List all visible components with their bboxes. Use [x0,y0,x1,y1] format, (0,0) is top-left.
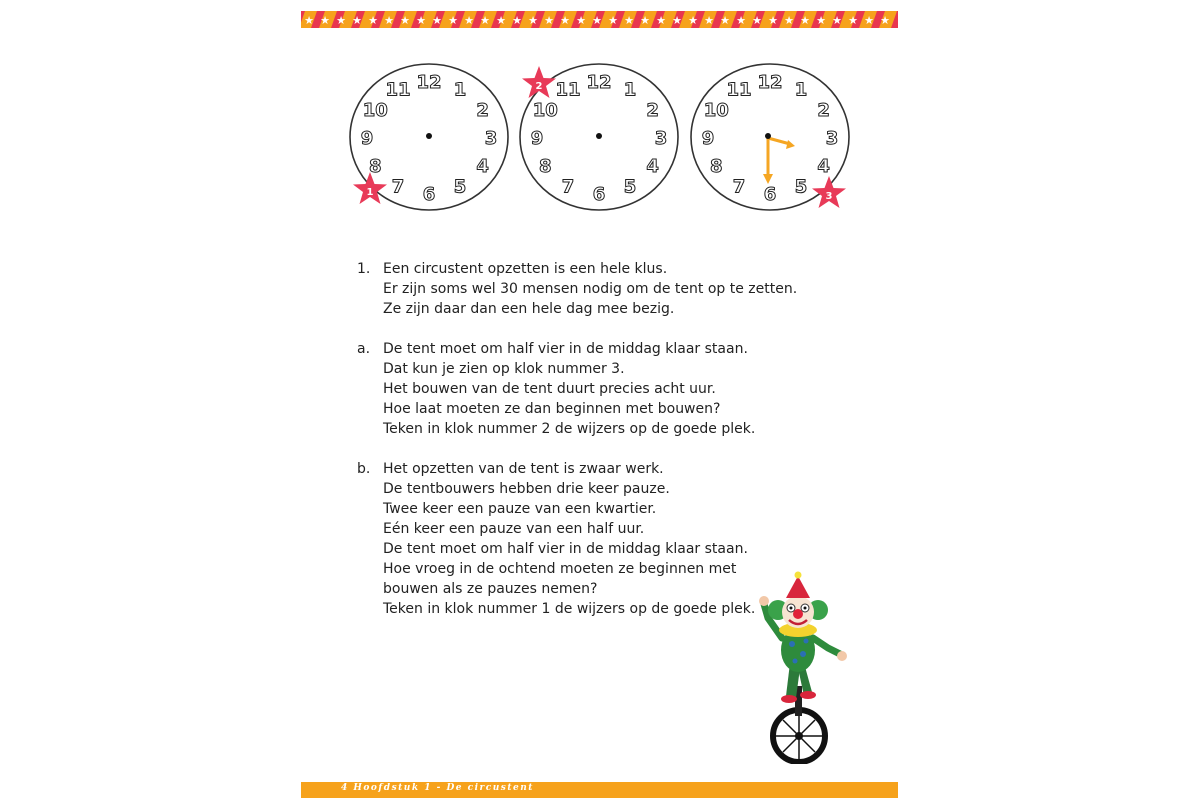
svg-text:★: ★ [448,14,458,27]
badge-number: 3 [825,191,833,202]
task-line: Teken in klok nummer 2 de wijzers op de goede plek. [383,421,756,437]
svg-text:★: ★ [800,14,810,27]
clock-numeral: 12 [586,72,612,93]
svg-text:★: ★ [736,14,746,27]
task-label: b. [357,461,371,477]
svg-text:★: ★ [320,14,330,27]
task-line: Een circustent opzetten is een hele klus. [383,261,668,277]
task-line: Er zijn soms wel 30 mensen nodig om de tent op te zetten. [383,281,798,297]
task-line: De tent moet om half vier in de middag klaar staan. [383,541,748,557]
svg-text:★: ★ [496,14,506,27]
svg-text:★: ★ [304,14,314,27]
task-1 [357,259,817,319]
svg-text:★: ★ [384,14,394,27]
clock-numeral: 6 [422,184,436,205]
clock-numeral: 3 [484,128,498,149]
svg-text:★: ★ [464,14,474,27]
task-line: bouwen als ze pauzes nemen? [383,581,598,597]
clock-numeral: 10 [532,100,558,121]
clock-numeral: 4 [646,156,659,177]
task-line: Twee keer een pauze van een kwartier. [383,501,657,517]
badge-number: 2 [535,81,543,92]
clock-numeral: 2 [476,100,489,121]
task-b [357,459,817,619]
clock-numeral: 8 [710,156,723,177]
clock-numeral: 11 [385,79,411,101]
clock-numeral: 8 [539,156,552,177]
clock-numeral: 10 [703,100,729,121]
clock-numeral: 9 [530,128,544,149]
clock-numeral: 12 [416,72,442,93]
svg-text:★: ★ [576,14,586,27]
svg-text:★: ★ [672,14,682,27]
task-a [357,339,817,439]
task-line: Ze zijn daar dan een hele dag mee bezig. [383,301,675,317]
svg-text:★: ★ [640,14,650,27]
badge-number: 1 [366,187,374,198]
clock-numeral: 7 [561,176,575,198]
task-line: Het opzetten van de tent is zwaar werk. [383,461,664,477]
clock-numeral: 2 [646,100,659,121]
svg-text:★: ★ [624,14,634,27]
task-label: a. [357,341,371,357]
clock-numeral: 10 [362,100,388,121]
svg-text:★: ★ [512,14,522,27]
svg-text:★: ★ [832,14,842,27]
clock-numeral: 4 [476,156,489,177]
clock-numeral: 6 [763,184,777,205]
svg-text:★: ★ [480,14,490,27]
clock-numeral: 7 [391,176,405,198]
task-line: Dat kun je zien op klok nummer 3. [383,361,625,377]
svg-text:★: ★ [768,14,778,27]
svg-text:★: ★ [336,14,346,27]
svg-text:★: ★ [656,14,666,27]
clock-numeral: 1 [623,79,637,101]
clock-center-dot [426,133,432,139]
clock-numeral: 4 [817,156,830,177]
task-line: Hoe laat moeten ze dan beginnen met bouwen? [383,401,721,417]
svg-text:★: ★ [560,14,570,27]
clock-numeral: 3 [654,128,668,149]
svg-text:★: ★ [784,14,794,27]
svg-text:★: ★ [704,14,714,27]
clock-numeral: 5 [623,176,637,198]
clock-numeral: 1 [453,79,467,101]
clock-2[interactable] [518,60,680,215]
svg-text:★: ★ [400,14,410,27]
svg-text:★: ★ [528,14,538,27]
task-line: Teken in klok nummer 1 de wijzers op de goede plek. [383,601,756,617]
clocks-row [348,60,852,220]
clock-numeral: 11 [555,79,581,101]
clock-center-dot [765,133,771,139]
clock-center-dot [596,133,602,139]
task-line: De tent moet om half vier in de middag klaar staan. [383,341,748,357]
task-line: Eén keer een pauze van een half uur. [383,521,645,537]
task-line: Hoe vroeg in de ochtend moeten ze beginnen met [383,561,737,577]
clock-numeral: 11 [726,79,752,101]
clock-numeral: 9 [360,128,374,149]
svg-text:★: ★ [608,14,618,27]
svg-text:★: ★ [816,14,826,27]
footer-text: 4 Hoofdstuk 1 - De circustent [341,783,534,793]
star-banner [301,11,898,28]
svg-text:★: ★ [352,14,362,27]
clock-3[interactable] [689,60,851,215]
svg-text:★: ★ [752,14,762,27]
clock-numeral: 5 [794,176,808,198]
svg-text:★: ★ [864,14,874,27]
clock-numeral: 9 [701,128,715,149]
svg-text:★: ★ [416,14,426,27]
svg-text:★: ★ [368,14,378,27]
clock-numeral: 5 [453,176,467,198]
task-line: Het bouwen van de tent duurt precies acht uur. [383,381,716,397]
clock-numeral: 2 [817,100,830,121]
clock-numeral: 1 [794,79,808,101]
footer-bar [301,782,898,798]
clock-numeral: 12 [757,72,783,93]
svg-text:★: ★ [544,14,554,27]
clown-on-unicycle-illustration [756,568,852,764]
svg-text:★: ★ [848,14,858,27]
svg-text:★: ★ [688,14,698,27]
svg-text:★: ★ [592,14,602,27]
svg-text:★: ★ [432,14,442,27]
task-line: De tentbouwers hebben drie keer pauze. [383,481,670,497]
clock-numeral: 8 [369,156,382,177]
task-label: 1. [357,261,371,277]
clock-1[interactable] [348,60,510,215]
clock-numeral: 3 [825,128,839,149]
svg-text:★: ★ [720,14,730,27]
clock-numeral: 7 [732,176,746,198]
clock-numeral: 6 [592,184,606,205]
svg-text:★: ★ [880,14,890,27]
